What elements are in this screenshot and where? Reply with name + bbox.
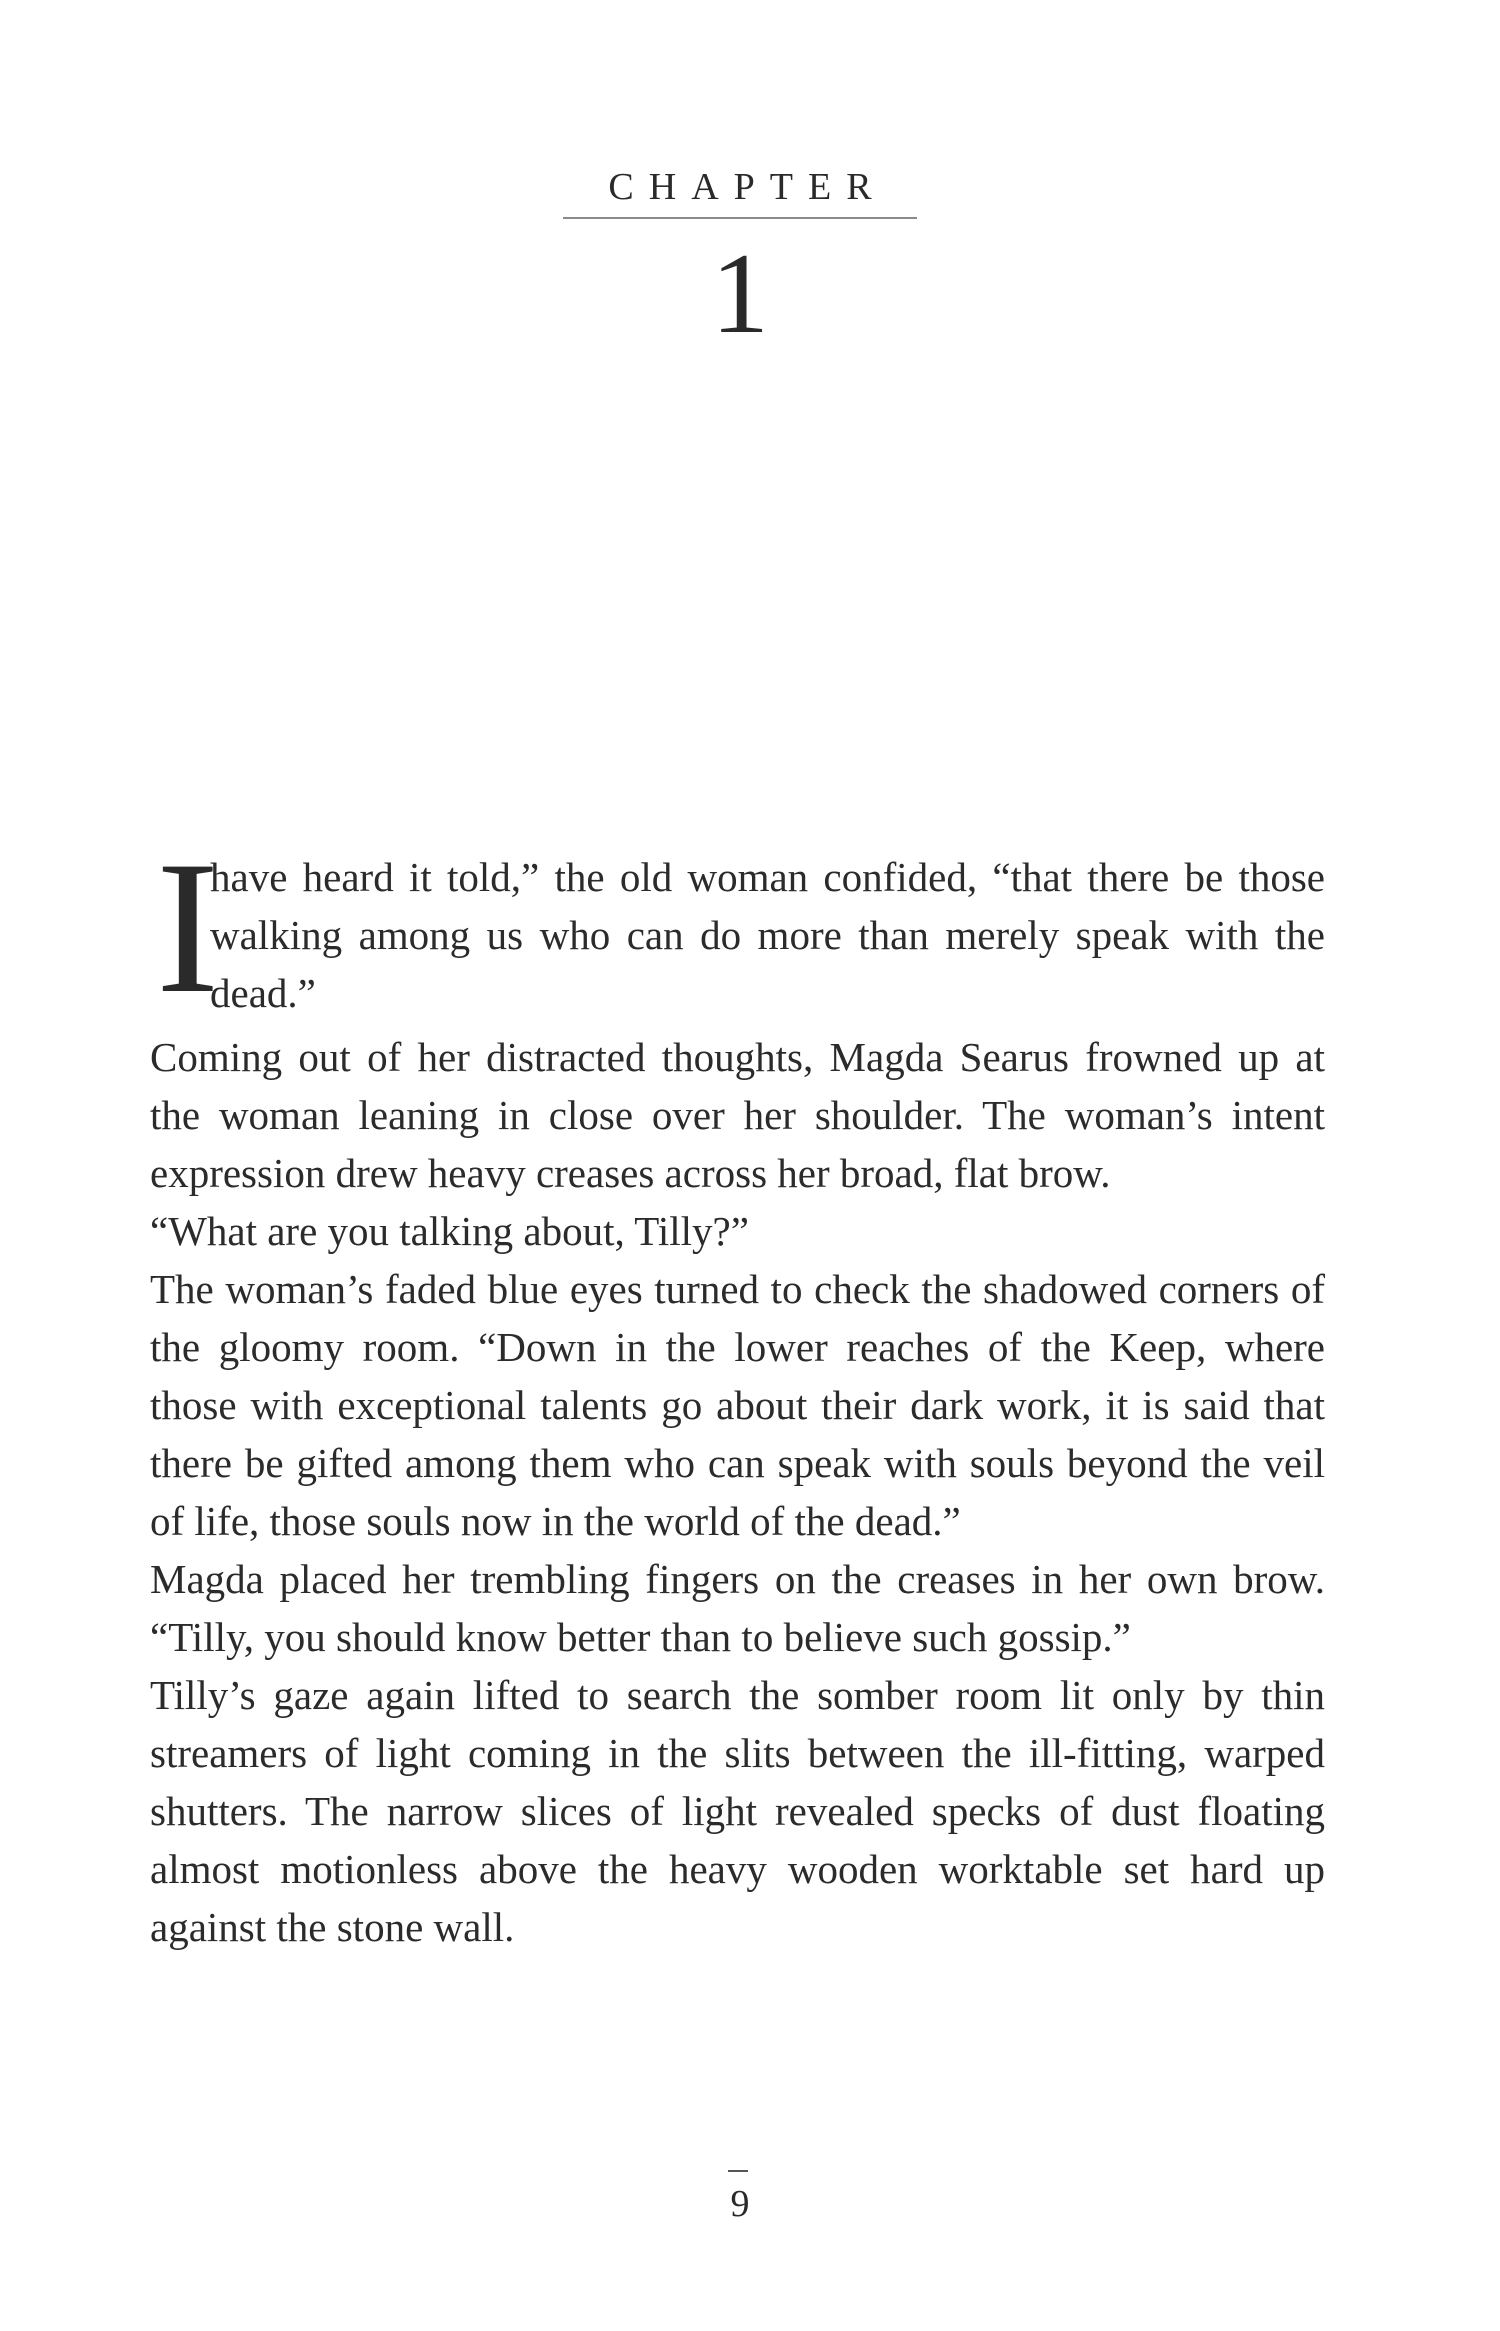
page-number: 9 bbox=[730, 2183, 750, 2225]
chapter-label: CHAPTER bbox=[608, 166, 887, 208]
paragraph: Magda placed her trembling fingers on the creases in her own brow. “Tilly, you should know better than to believe such gossip.” bbox=[150, 1556, 1325, 1660]
paragraph-text: have heard it told,” the old woman confided, “that there be those walking among us who can do more than merely speak with the dead.” bbox=[210, 854, 1325, 1016]
opening-paragraph bbox=[150, 823, 1325, 1033]
chapter-body bbox=[150, 823, 1325, 1956]
chapter-number: 1 bbox=[711, 230, 769, 358]
paragraph: Tilly’s gaze again lifted to search the somber room lit only by thin streamers of light coming in the slits between the ill-fitting, warped shutters. The narrow slices of light revealed specks of dust floating almost motionless above the heavy wooden worktable set hard up against the stone wall. bbox=[150, 1672, 1325, 1950]
drop-cap: I bbox=[156, 823, 220, 1033]
paragraph: Coming out of her distracted thoughts, Magda Searus frowned up at the woman leaning in close over her shoulder. The woman’s intent expression drew heavy creases across her broad, flat brow. bbox=[150, 1034, 1325, 1196]
paragraph: “What are you talking about, Tilly?” bbox=[150, 1208, 749, 1254]
footer-dash bbox=[728, 2170, 748, 2172]
paragraph: The woman’s faded blue eyes turned to check the shadowed corners of the gloomy room. “Down in the lower reaches of the Keep, where those with exceptional talents go about their dark work, it is said that there be gifted among them who can speak with souls beyond the veil of life, those souls now in the world of the dead.” bbox=[150, 1266, 1325, 1544]
chapter-rule bbox=[563, 217, 917, 219]
